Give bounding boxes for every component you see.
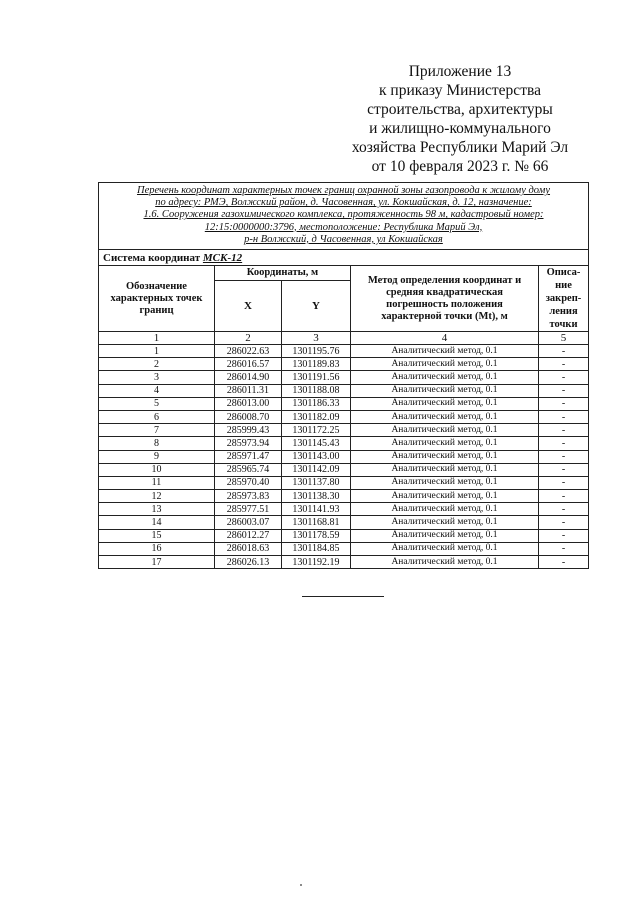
header-point: Обозначение характерных точек границ (99, 266, 215, 332)
description-cell: - (539, 345, 589, 358)
description-cell: - (539, 516, 589, 529)
table-row (99, 397, 589, 410)
header-x: X (215, 281, 282, 332)
x-cell: 285973.83 (215, 490, 282, 503)
table-row (99, 556, 589, 569)
y-cell: 1301195.76 (282, 345, 351, 358)
y-cell: 1301184.85 (282, 542, 351, 555)
description-cell: - (539, 371, 589, 384)
coordinate-system (99, 250, 589, 266)
method-cell: Аналитический метод, 0.1 (351, 542, 539, 555)
x-cell: 285965.74 (215, 463, 282, 476)
method-cell: Аналитический метод, 0.1 (351, 463, 539, 476)
header-line: строительства, архитектуры (367, 101, 553, 118)
header-coords: Координаты, м (215, 266, 351, 281)
description-cell: - (539, 542, 589, 555)
header-desc-line: закреп- (545, 293, 582, 305)
x-cell: 286008.70 (215, 410, 282, 423)
table-row (99, 345, 589, 358)
x-cell: 286012.27 (215, 529, 282, 542)
point-number-cell: 11 (99, 476, 215, 489)
y-cell: 1301186.33 (282, 397, 351, 410)
system-label: Система координат (103, 251, 201, 264)
column-number: 3 (282, 332, 351, 345)
table-caption (99, 183, 589, 250)
method-cell: Аналитический метод, 0.1 (351, 503, 539, 516)
signature-divider-line (302, 596, 384, 597)
x-cell: 285977.51 (215, 503, 282, 516)
header-line: к приказу Министерства (379, 82, 541, 99)
description-cell: - (539, 450, 589, 463)
description-cell: - (539, 397, 589, 410)
description-cell: - (539, 476, 589, 489)
description-cell: - (539, 463, 589, 476)
point-number-cell: 8 (99, 437, 215, 450)
x-cell: 286011.31 (215, 384, 282, 397)
header-line: Приложение 13 (408, 63, 512, 80)
x-cell: 286016.57 (215, 358, 282, 371)
column-number: 1 (99, 332, 215, 345)
y-cell: 1301141.93 (282, 503, 351, 516)
table-row (99, 476, 589, 489)
description-cell: - (539, 529, 589, 542)
description-cell: - (539, 490, 589, 503)
description-cell: - (539, 424, 589, 437)
x-cell: 285973.94 (215, 437, 282, 450)
description-cell: - (539, 384, 589, 397)
x-cell: 285999.43 (215, 424, 282, 437)
method-cell: Аналитический метод, 0.1 (351, 397, 539, 410)
method-cell: Аналитический метод, 0.1 (351, 556, 539, 569)
table-row (99, 529, 589, 542)
x-cell: 286013.00 (215, 397, 282, 410)
table-row (99, 516, 589, 529)
table-row (99, 542, 589, 555)
y-cell: 1301142.09 (282, 463, 351, 476)
description-cell: - (539, 410, 589, 423)
caption-line: Перечень координат характерных точек границ охранной зоны газопровода к жилому дому (136, 185, 551, 196)
table-row (99, 463, 589, 476)
method-cell: Аналитический метод, 0.1 (351, 516, 539, 529)
caption-line: р-н Волжский, д Часовенная, ул Кокшайская (244, 233, 443, 245)
page-dot (300, 884, 302, 886)
table-row (99, 503, 589, 516)
y-cell: 1301172.25 (282, 424, 351, 437)
table-row (99, 384, 589, 397)
method-cell: Аналитический метод, 0.1 (351, 529, 539, 542)
point-number-cell: 1 (99, 345, 215, 358)
header-desc-line: Описа- (546, 267, 581, 279)
y-cell: 1301191.56 (282, 371, 351, 384)
document-header (330, 62, 590, 176)
point-number-cell: 13 (99, 503, 215, 516)
description-cell: - (539, 358, 589, 371)
method-cell: Аналитический метод, 0.1 (351, 384, 539, 397)
caption-line: по адресу: РМЭ, Волжский район, д. Часовенная, ул. Кокшайская, д. 12, назначение: (155, 197, 532, 209)
description-cell: - (539, 503, 589, 516)
x-cell: 286014.90 (215, 371, 282, 384)
column-number: 5 (539, 332, 589, 345)
system-row (99, 250, 589, 266)
x-cell: 285971.47 (215, 450, 282, 463)
table-row (99, 437, 589, 450)
column-number: 2 (215, 332, 282, 345)
y-cell: 1301168.81 (282, 516, 351, 529)
y-cell: 1301143.00 (282, 450, 351, 463)
point-number-cell: 16 (99, 542, 215, 555)
method-cell: Аналитический метод, 0.1 (351, 437, 539, 450)
point-number-cell: 9 (99, 450, 215, 463)
caption-line: 1.6. Сооружения газохимического комплекса, протяженность 98 м, кадастровый номер: (143, 209, 544, 221)
point-number-cell: 3 (99, 371, 215, 384)
table-row (99, 371, 589, 384)
header-method: Метод определения координат и средняя квадратическая погрешность положения характерной точки (Mt), м (351, 266, 539, 332)
y-cell: 1301137.80 (282, 476, 351, 489)
description-cell: - (539, 437, 589, 450)
header-desc-line: точки (549, 319, 578, 331)
method-cell: Аналитический метод, 0.1 (351, 424, 539, 437)
y-cell: 1301192.19 (282, 556, 351, 569)
header-line: хозяйства Республики Марий Эл (351, 139, 569, 156)
x-cell: 286003.07 (215, 516, 282, 529)
column-numbers-row (99, 332, 589, 345)
coordinates-table (98, 182, 589, 569)
point-number-cell: 5 (99, 397, 215, 410)
y-cell: 1301188.08 (282, 384, 351, 397)
point-number-cell: 14 (99, 516, 215, 529)
point-number-cell: 7 (99, 424, 215, 437)
point-number-cell: 12 (99, 490, 215, 503)
y-cell: 1301182.09 (282, 410, 351, 423)
method-cell: Аналитический метод, 0.1 (351, 476, 539, 489)
point-number-cell: 15 (99, 529, 215, 542)
table-row (99, 450, 589, 463)
header-line: и жилищно-коммунального (369, 120, 551, 137)
y-cell: 1301189.83 (282, 358, 351, 371)
table-row (99, 358, 589, 371)
table-row (99, 490, 589, 503)
header-desc-line: ние (555, 280, 572, 292)
point-number-cell: 4 (99, 384, 215, 397)
table-row (99, 410, 589, 423)
y-cell: 1301145.43 (282, 437, 351, 450)
header-desc (539, 266, 589, 332)
y-cell: 1301138.30 (282, 490, 351, 503)
x-cell: 286018.63 (215, 542, 282, 555)
x-cell: 286026.13 (215, 556, 282, 569)
method-cell: Аналитический метод, 0.1 (351, 345, 539, 358)
method-cell: Аналитический метод, 0.1 (351, 450, 539, 463)
point-number-cell: 6 (99, 410, 215, 423)
method-cell: Аналитический метод, 0.1 (351, 490, 539, 503)
table-row (99, 424, 589, 437)
point-number-cell: 2 (99, 358, 215, 371)
column-number: 4 (351, 332, 539, 345)
caption-line: 12:15:0000000:3796, местоположение: Республика Марий Эл, (204, 221, 483, 233)
x-cell: 285970.40 (215, 476, 282, 489)
method-cell: Аналитический метод, 0.1 (351, 358, 539, 371)
description-cell: - (539, 556, 589, 569)
header-row (99, 266, 589, 281)
header-desc-line: ления (549, 306, 578, 318)
method-cell: Аналитический метод, 0.1 (351, 371, 539, 384)
header-line: от 10 февраля 2023 г. № 66 (371, 158, 549, 175)
header-y: Y (282, 281, 351, 332)
caption-row (99, 183, 589, 250)
y-cell: 1301178.59 (282, 529, 351, 542)
method-cell: Аналитический метод, 0.1 (351, 410, 539, 423)
point-number-cell: 10 (99, 463, 215, 476)
point-number-cell: 17 (99, 556, 215, 569)
system-code: МСК-12 (202, 251, 243, 264)
x-cell: 286022.63 (215, 345, 282, 358)
